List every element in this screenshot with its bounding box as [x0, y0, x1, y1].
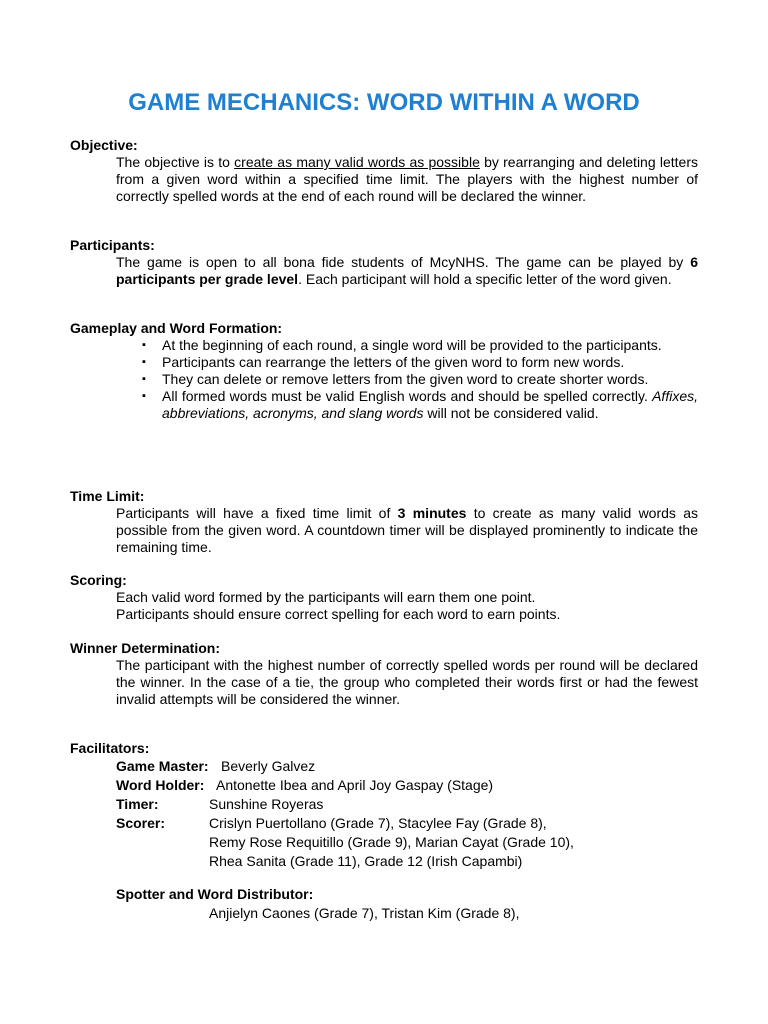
participants-text: [116, 254, 698, 288]
section-winner: [70, 640, 698, 708]
list-item: [140, 388, 698, 422]
gameplay-list: [140, 337, 698, 422]
section-facilitators: [70, 740, 698, 924]
participants-heading: Participants:: [70, 237, 155, 253]
section-participants: [70, 237, 698, 288]
time-limit-post: to create as many valid words as possible from the given word. A countdown timer will be displayed prominently to indicate the remaining time.: [116, 505, 698, 555]
game-master-label: Game Master:: [116, 758, 209, 774]
time-limit-heading: Time Limit:: [70, 488, 145, 504]
list-item: ▪ They can delete or remove letters from the given word to create shorter words.: [140, 371, 698, 388]
winner-text: The participant with the highest number of correctly spelled words per round will be declared the winner. In the case of a tie, the group who completed their words first or had the fewest invalid attempts will be considered the winner.: [116, 657, 698, 707]
game-master-value: Beverly Galvez: [221, 758, 316, 774]
objective-text-post: by rearranging and deleting letters from a given word within a specified time limit. The players with the highest number of correctly spelled words at the end of each round will be declared the winner.: [116, 154, 698, 204]
timer-row: [116, 796, 698, 815]
timer-value: Sunshine Royeras: [209, 796, 324, 812]
page-title: GAME MECHANICS: WORD WITHIN A WORD: [128, 89, 640, 116]
objective-text: [116, 154, 698, 205]
participants-bold: 6 participants per grade level: [116, 254, 698, 287]
scorer-label: Scorer:: [116, 815, 166, 831]
word-holder-label: Word Holder:: [116, 777, 205, 793]
section-objective: [70, 137, 698, 205]
word-holder-row: [116, 777, 698, 796]
scorer-value-line-2: Remy Rose Requitillo (Grade 9), Marian Cayat (Grade 10),: [209, 834, 574, 850]
facilitators-heading: Facilitators:: [70, 740, 150, 756]
participants-text-post: . Each participant will hold a specific letter of the word given.: [298, 271, 672, 287]
word-holder-value: Antonette Ibea and April Joy Gaspay (Stage): [216, 777, 494, 793]
bullet4-post: will not be considered valid.: [423, 405, 599, 421]
bullet4-text: All formed words must be valid English words and should be spelled correctly.: [162, 388, 653, 404]
objective-heading: Objective:: [70, 137, 138, 153]
section-gameplay: [70, 320, 698, 422]
winner-heading: Winner Determination:: [70, 640, 220, 656]
scorer-row: [116, 815, 698, 834]
scorer-value-line-3: Rhea Sanita (Grade 11), Grade 12 (Irish Capambi): [209, 853, 523, 869]
spotter-row: [116, 886, 698, 905]
time-limit-bold: 3 minutes: [397, 505, 467, 521]
section-scoring: [70, 572, 698, 623]
timer-label: Timer:: [116, 796, 159, 812]
spotter-value-line-1: Anjielyn Caones (Grade 7), Tristan Kim (Grade 8),: [209, 905, 520, 921]
list-item: ▪ At the beginning of each round, a single word will be provided to the participants.: [140, 337, 698, 354]
scorer-value-line-1: Crislyn Puertollano (Grade 7), Stacylee Fay (Grade 8),: [209, 815, 547, 831]
time-limit-pre: Participants will have a fixed time limit of: [116, 505, 398, 521]
game-master-row: [116, 758, 698, 777]
bullet4-italic: Affixes, abbreviations, acronyms, and slang words: [162, 388, 698, 421]
participants-text-pre: The game is open to all bona fide students of McyNHS. The game can be played by: [116, 254, 691, 270]
objective-text-pre: The objective is to: [116, 154, 235, 170]
scoring-line-1: Each valid word formed by the participants will earn them one point.: [116, 589, 536, 605]
section-time-limit: [70, 488, 698, 556]
gameplay-heading: Gameplay and Word Formation:: [70, 320, 283, 336]
time-limit-text: [116, 505, 698, 556]
scoring-heading: Scoring:: [70, 572, 127, 588]
list-item: ▪ Participants can rearrange the letters of the given word to form new words.: [140, 354, 698, 371]
scoring-line-2: Participants should ensure correct spelling for each word to earn points.: [116, 606, 561, 622]
spotter-label: Spotter and Word Distributor:: [116, 886, 314, 902]
objective-underlined: create as many valid words as possible: [234, 154, 480, 170]
